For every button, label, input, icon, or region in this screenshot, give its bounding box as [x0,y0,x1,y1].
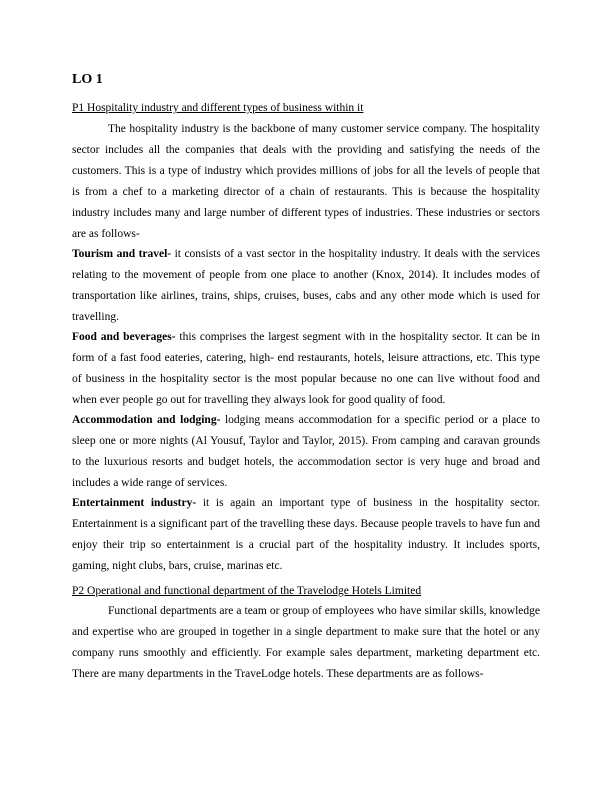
list-item-text: it consists of a vast sector in the hospitality industry. It deals with the services relating to the movement of people from one place to another (Knox, 2014). It includes modes of transportation like airlines, trains, ships, cruises, buses, cabs and any other mode which is used for travelling. [72,248,540,323]
section-title-p2: P2 Operational and functional department of the Travelodge Hotels Limited [72,585,422,597]
section-title-p1: P1 Hospitality industry and different types of business within it [72,102,364,114]
list-item-term: Accommodation and lodging- [72,414,221,426]
list-item-entertainment [72,493,540,577]
page-heading: LO 1 [72,72,103,87]
section-p1-intro: The hospitality industry is the backbone of many customer service company. The hospitality sector includes all the companies that deals with the providing and satisfying the needs of the customers. This is a type of industry which provides millions of jobs for all the levels of people that is from a chef to a marketing director of a chain of restaurants. This is because the hospitality industry includes many and large number of different types of industries. These industries or sectors are as follows- [72,123,540,240]
list-item-food [72,327,540,411]
list-item-term: Entertainment industry- [72,497,197,509]
list-item-text: this comprises the largest segment with in the hospitality sector. It can be in form of a fast food eateries, catering, high- end restaurants, hotels, leisure attractions, etc. This type of business in the hospitality sector is the most popular because no one can live without food and when ever people go out for travelling they always look for good quality of food. [72,331,540,406]
list-item-term: Food and beverages- [72,331,176,343]
list-item-term: Tourism and travel- [72,248,172,260]
section-p2-intro: Functional departments are a team or group of employees who have similar skills, knowledge and expertise who are grouped in together in a single department to make sure that the hotel or any company runs smoothly and efficiently. For example sales department, marketing department etc. There are many departments in the TraveLodge hotels. These departments are as follows- [72,605,540,680]
list-item-tourism [72,244,540,328]
list-item-accommodation [72,410,540,494]
list-item-text: lodging means accommodation for a specific period or a place to sleep one or more nights (Al Yousuf, Taylor and Taylor, 2015). From camping and caravan grounds to the luxurious resorts and budget hotels, the accommodation sector is very huge and broad and includes a wide range of services. [72,414,540,489]
list-item-text: it is again an important type of business in the hospitality sector. Entertainment is a significant part of the travelling these days. Because people travels to have fun and enjoy their trip so entertainment is a crucial part of the hospitality industry. It includes sports, gaming, night clubs, bars, cruise, marinas etc. [72,497,540,572]
